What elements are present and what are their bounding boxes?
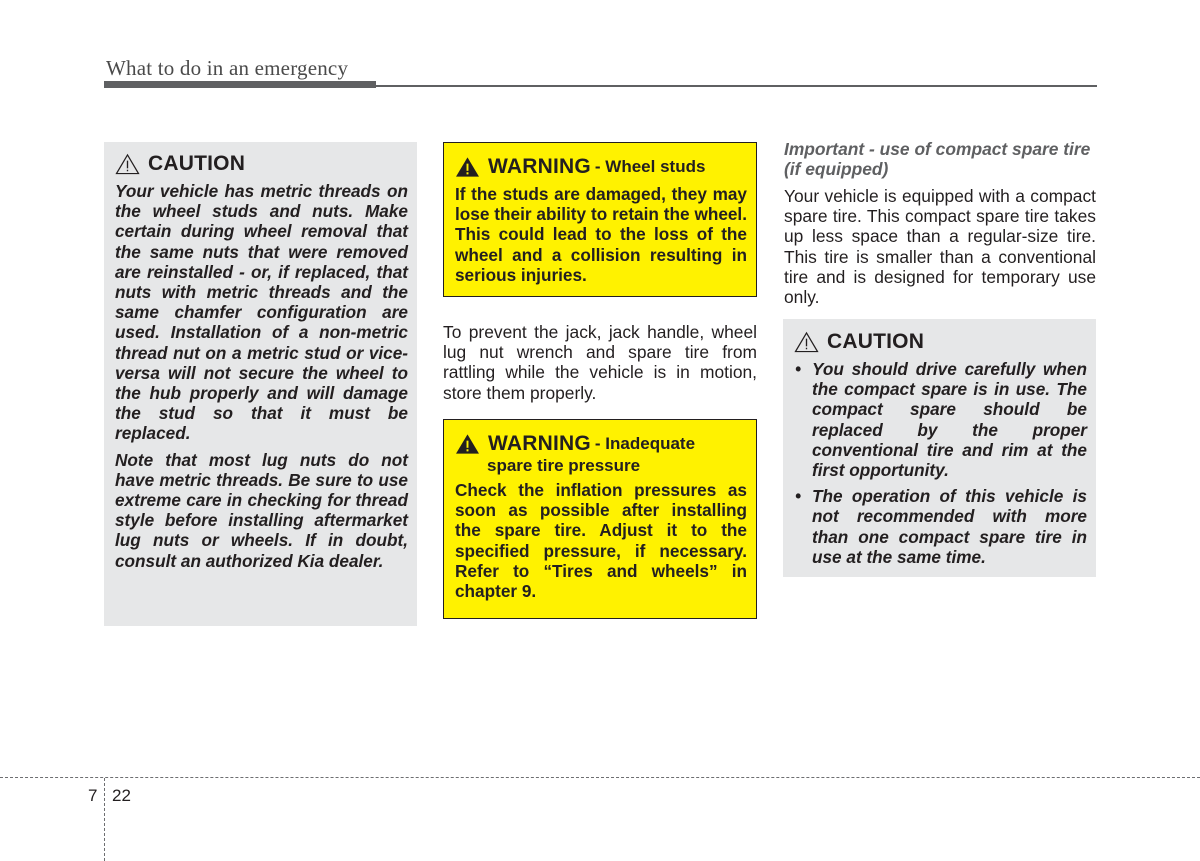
footer-dashed-divider [104, 778, 105, 861]
header-rule-thick [104, 81, 376, 88]
bullet-dot: • [795, 359, 802, 379]
caution-box-metric-threads [104, 142, 417, 626]
warning-header [455, 155, 747, 179]
warning-header [455, 432, 747, 456]
bullet-text: You should drive carefully when the compact spare is in use. The compact spare should be replaced by the proper conventional tire and rim at the first opportunity. [812, 359, 1087, 481]
caution-label: CAUTION [827, 330, 925, 353]
warning-box-spare-pressure [443, 419, 757, 619]
caution-body [115, 181, 408, 571]
page-number: 22 [112, 786, 131, 805]
chapter-number: 7 [88, 786, 98, 805]
warning-box-wheel-studs [443, 142, 757, 297]
header-rule-thin [376, 85, 1097, 87]
warning-triangle-filled-icon [455, 156, 480, 178]
warning-body: If the studs are damaged, they may lose their ability to retain the wheel. This could lead to the loss of the wheel and a collision resulting in serious injuries. [455, 184, 747, 285]
caution-paragraph: Note that most lug nuts do not have metric threads. Be sure to use extreme care in checking for thread style before installing aftermarket lug nuts or wheels. If in doubt, consult an authorized Kia dealer. [115, 449, 408, 571]
compact-spare-heading: Important - use of compact spare tire (if equipped) [784, 139, 1091, 180]
warning-label: WARNING [488, 155, 591, 178]
warning-subtitle: - Inadequate [594, 434, 696, 453]
caution-triangle-outline-icon [115, 153, 140, 175]
list-item [794, 359, 1087, 480]
warning-label: WARNING [488, 432, 591, 455]
caution-paragraph: Your vehicle has metric threads on the wheel studs and nuts. Make certain during wheel removal that the same nuts that were removed are reinstalled - or, if replaced, that nuts with metric threads and the same chamfer configuration are used. Installation of a non-metric thread nut on a metric stud or vice-versa will not secure the wheel to the hub properly and will damage the stud so that it must be replaced. [115, 181, 408, 444]
section-title: What to do in an emergency [106, 56, 349, 80]
bullet-text: The operation of this vehicle is not recommended with more than one compact spare tire in use at the same time. [812, 486, 1087, 567]
list-item [794, 486, 1087, 567]
caution-header [115, 152, 408, 176]
caution-label: CAUTION [148, 152, 246, 175]
warning-triangle-filled-icon [455, 433, 480, 455]
bullet-dot: • [795, 486, 802, 507]
storage-paragraph: To prevent the jack, jack handle, wheel lug nut wrench and spare tire from rattling while the vehicle is in motion, store them properly. [443, 322, 757, 403]
warning-body: Check the inflation pressures as soon as possible after installing the spare tire. Adjust it to the specified pressure, if necessary. Refer to “Tires and wheels” in chapter 9. [455, 480, 747, 602]
compact-spare-paragraph: Your vehicle is equipped with a compact spare tire. This compact spare tire takes up less space than a regular-size tire. This tire is smaller than a conventional tire and is designed for temporary use only. [784, 186, 1096, 308]
warning-subtitle-line2: spare tire pressure [487, 456, 641, 475]
page-header [104, 56, 1097, 96]
warning-subtitle: - Wheel studs [594, 157, 706, 176]
caution-bullet-list [794, 359, 1087, 567]
caution-triangle-outline-icon [794, 331, 819, 353]
caution-header [794, 330, 1087, 354]
footer-dashed-rule [0, 777, 1200, 778]
caution-box-compact-spare [783, 319, 1096, 577]
